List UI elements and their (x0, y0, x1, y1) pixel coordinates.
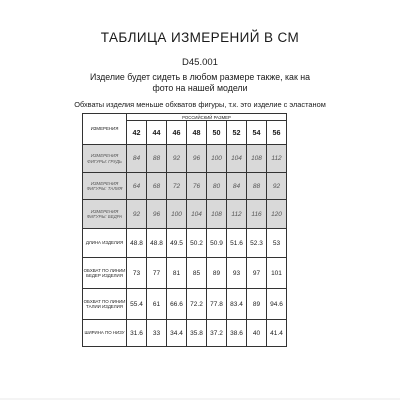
table-cell: 85 (187, 258, 207, 289)
table-cell: 108 (247, 145, 267, 173)
table-cell: 77.8 (207, 289, 227, 320)
table-cell: 37.2 (207, 320, 227, 347)
table-cell: 81 (167, 258, 187, 289)
table-cell: 77 (147, 258, 167, 289)
table-cell: 68 (147, 173, 167, 200)
size-header: 48 (187, 121, 207, 145)
table-cell: 89 (247, 289, 267, 320)
table-cell: 50.2 (187, 229, 207, 258)
table-cell: 55.4 (127, 289, 147, 320)
table-cell: 100 (207, 145, 227, 173)
row-label: ИЗМЕРЕНИЯ ФИГУРЫ: ГРУДЬ (83, 145, 127, 173)
row-label: ОБХВАТ ПО ЛИНИИ БЕДЕР ИЗДЕЛИЯ (83, 258, 127, 289)
row-label: ДЛИНА ИЗДЕЛИЯ (83, 229, 127, 258)
row-label: ШИРИНА ПО НИЗУ (83, 320, 127, 347)
table-cell: 34.4 (167, 320, 187, 347)
table-cell: 31.6 (127, 320, 147, 347)
size-header: 56 (267, 121, 287, 145)
table-cell: 92 (267, 173, 287, 200)
table-cell: 72.2 (187, 289, 207, 320)
table-cell: 88 (147, 145, 167, 173)
size-header: 46 (167, 121, 187, 145)
table-cell: 116 (247, 200, 267, 229)
table-cell: 94.6 (267, 289, 287, 320)
row-label: ИЗМЕРЕНИЯ ФИГУРЫ: БЕДРА (83, 200, 127, 229)
header-label: ИЗМЕРЕНИЯ (83, 114, 127, 145)
size-header: 44 (147, 121, 167, 145)
table-cell: 104 (227, 145, 247, 173)
table-cell: 104 (187, 200, 207, 229)
table-cell: 61 (147, 289, 167, 320)
size-header: 52 (227, 121, 247, 145)
size-caption: РОССИЙСКИЙ РАЗМЕР (127, 114, 287, 121)
table-cell: 108 (207, 200, 227, 229)
table-row (83, 320, 287, 347)
page-title: ТАБЛИЦА ИЗМЕРЕНИЙ В СМ (100, 30, 300, 45)
table-row (83, 258, 287, 289)
size-table (82, 113, 287, 347)
table-cell: 112 (267, 145, 287, 173)
table-cell: 73 (127, 258, 147, 289)
table-cell: 84 (227, 173, 247, 200)
table-cell: 89 (207, 258, 227, 289)
table-cell: 49.5 (167, 229, 187, 258)
table-cell: 72 (167, 173, 187, 200)
product-code: D45.001 (182, 57, 218, 68)
table-cell: 92 (127, 200, 147, 229)
table-cell: 64 (127, 173, 147, 200)
table-cell: 97 (247, 258, 267, 289)
table-cell: 53 (267, 229, 287, 258)
table-cell: 80 (207, 173, 227, 200)
table-cell: 48.8 (127, 229, 147, 258)
table-cell: 33 (147, 320, 167, 347)
fit-description: Изделие будет сидеть в любом размере также, как на фото на нашей модели (89, 72, 310, 93)
table-row (83, 289, 287, 320)
table-cell: 84 (127, 145, 147, 173)
table-cell: 52.3 (247, 229, 267, 258)
size-header: 50 (207, 121, 227, 145)
table-cell: 92 (167, 145, 187, 173)
table-cell: 50.9 (207, 229, 227, 258)
table-cell: 66.6 (167, 289, 187, 320)
table-cell: 48.8 (147, 229, 167, 258)
caption-row (83, 114, 287, 121)
table-cell: 35.8 (187, 320, 207, 347)
table-cell: 40 (247, 320, 267, 347)
table-cell: 120 (267, 200, 287, 229)
table-row (83, 173, 287, 200)
table-row (83, 145, 287, 173)
table-row (83, 229, 287, 258)
table-cell: 88 (247, 173, 267, 200)
elastane-note: Обхваты изделия меньше обхватов фигуры, т.к. это изделие с эластаном (74, 100, 326, 109)
table-cell: 96 (187, 145, 207, 173)
table-cell: 38.6 (227, 320, 247, 347)
size-header: 54 (247, 121, 267, 145)
table-cell: 93 (227, 258, 247, 289)
table-cell: 51.6 (227, 229, 247, 258)
table-cell: 100 (167, 200, 187, 229)
table-cell: 96 (147, 200, 167, 229)
table-row (83, 200, 287, 229)
table-cell: 83.4 (227, 289, 247, 320)
table-cell: 112 (227, 200, 247, 229)
size-header: 42 (127, 121, 147, 145)
row-label: ИЗМЕРЕНИЯ ФИГУРЫ: ТАЛИЯ (83, 173, 127, 200)
table-cell: 41.4 (267, 320, 287, 347)
row-label: ОБХВАТ ПО ЛИНИИ ТАЛИИ ИЗДЕЛИЯ (83, 289, 127, 320)
table-cell: 101 (267, 258, 287, 289)
table-cell: 76 (187, 173, 207, 200)
